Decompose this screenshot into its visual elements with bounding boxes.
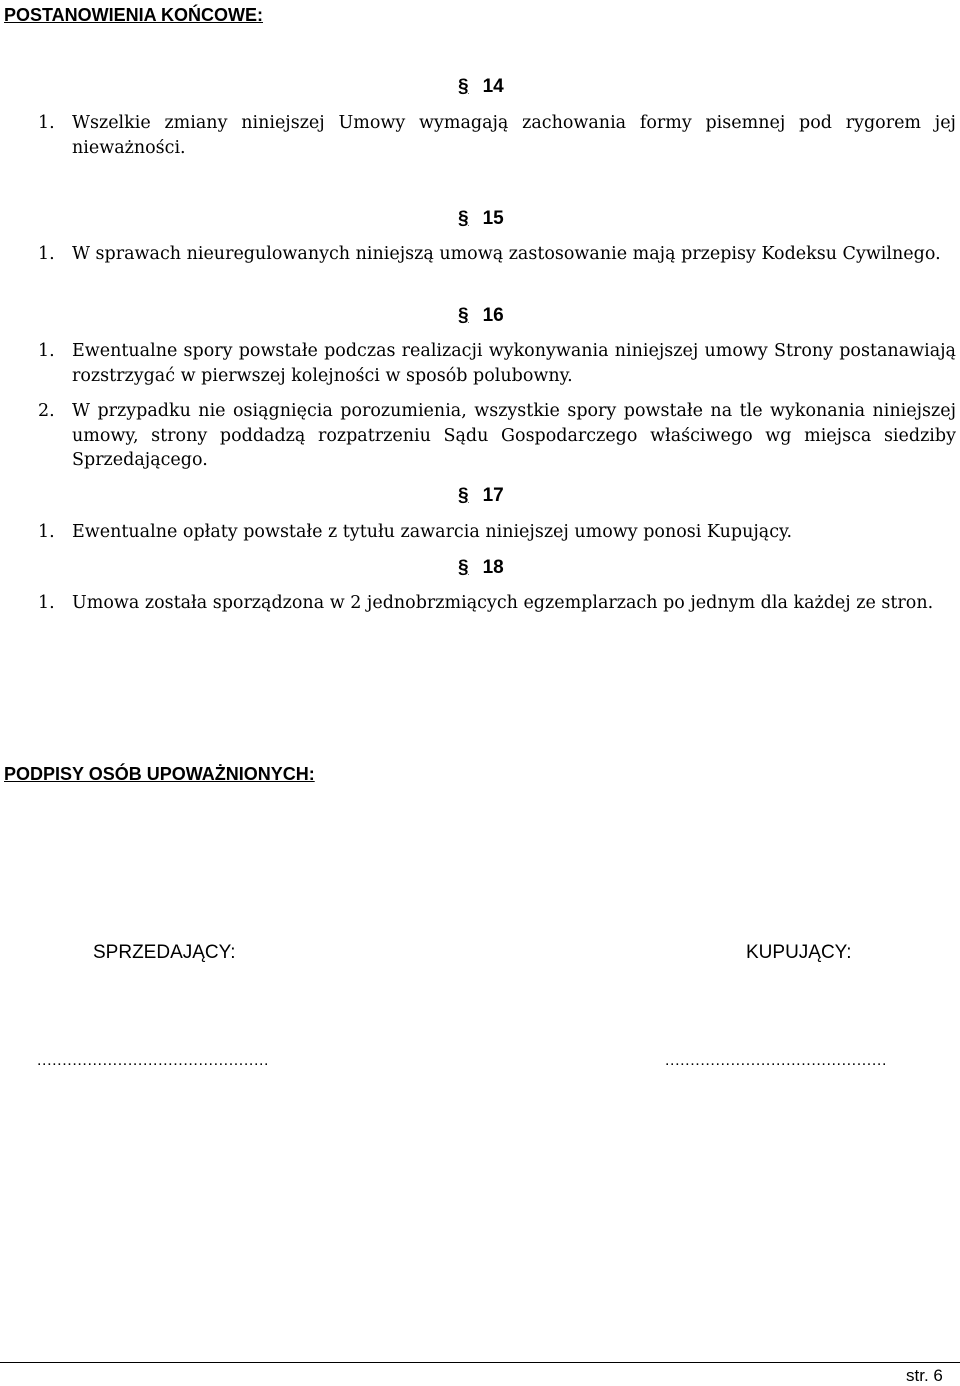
section-sign: § bbox=[458, 305, 469, 326]
section-sign: § bbox=[458, 557, 469, 578]
item-number: 1. bbox=[38, 522, 55, 542]
section-number: 14 bbox=[482, 76, 504, 97]
section-number: 17 bbox=[482, 485, 504, 506]
section-17-heading bbox=[458, 485, 504, 507]
item-text: Wszelkie zmiany niniejszej Umowy wymagają zachowania formy pisemnej pod rygorem jej nieważności. bbox=[72, 113, 956, 158]
section-16-heading bbox=[458, 305, 504, 327]
item-number: 1. bbox=[38, 113, 55, 133]
item-number: 2. bbox=[38, 401, 55, 421]
section-18-item-1 bbox=[38, 591, 958, 641]
section-16-item-2 bbox=[38, 399, 958, 474]
section-sign: § bbox=[458, 208, 469, 229]
page-number: str. 6 bbox=[906, 1366, 943, 1385]
section-number: 15 bbox=[482, 208, 504, 229]
section-15-heading bbox=[458, 208, 504, 230]
final-provisions-heading: POSTANOWIENIA KOŃCOWE: bbox=[4, 5, 263, 25]
section-number: 18 bbox=[482, 557, 504, 578]
item-text: W przypadku nie osiągnięcia porozumienia, wszystkie spory powstałe na tle wykonania niniejszej umowy, strony poddadzą rozpatrzeniu Sądu Gospodarczego właściwego wg miejsca siedziby Sprzedającego. bbox=[72, 401, 956, 470]
buyer-signature-line: ............................................ bbox=[665, 1052, 887, 1069]
footer-rule bbox=[0, 1362, 960, 1363]
section-number: 16 bbox=[482, 305, 504, 326]
signatures-heading: PODPISY OSÓB UPOWAŻNIONYCH: bbox=[4, 764, 315, 784]
item-number: 1. bbox=[38, 341, 55, 361]
seller-signature-line: .............................................. bbox=[37, 1052, 270, 1069]
item-number: 1. bbox=[38, 244, 55, 264]
item-text: Ewentualne spory powstałe podczas realizacji wykonywania niniejszej umowy Strony postanawiają rozstrzygać w pierwszej kolejności w sposób polubowny. bbox=[72, 341, 956, 386]
item-number: 1. bbox=[38, 593, 55, 613]
buyer-label: KUPUJĄCY: bbox=[746, 942, 852, 963]
section-14-heading bbox=[458, 76, 504, 98]
section-17-item-1 bbox=[38, 520, 958, 545]
section-15-item-1 bbox=[38, 242, 958, 292]
item-text: Umowa została sporządzona w 2 jednobrzmiących egzemplarzach po jednym dla każdej ze stron. bbox=[72, 593, 934, 613]
section-16-item-1 bbox=[38, 339, 958, 389]
item-text: W sprawach nieuregulowanych niniejszą umową zastosowanie mają przepisy Kodeksu Cywilnego. bbox=[72, 244, 941, 264]
item-text: Ewentualne opłaty powstałe z tytułu zawarcia niniejszej umowy ponosi Kupujący. bbox=[72, 522, 793, 542]
seller-label: SPRZEDAJĄCY: bbox=[93, 942, 236, 963]
section-sign: § bbox=[458, 76, 469, 97]
section-14-item-1 bbox=[38, 111, 958, 161]
section-18-heading bbox=[458, 557, 504, 579]
section-sign: § bbox=[458, 485, 469, 506]
